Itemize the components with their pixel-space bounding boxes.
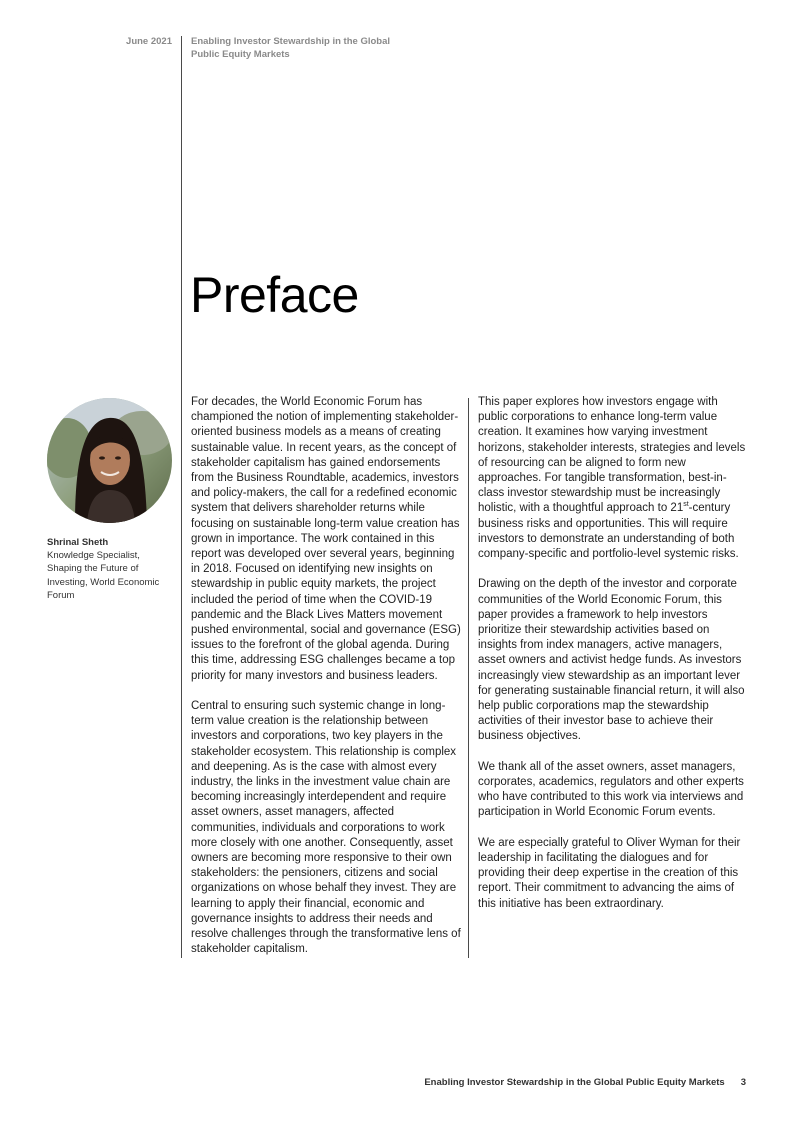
paragraph: We thank all of the asset owners, asset managers, corporates, academics, regulators and other experts who have contributed to this work via interviews and participation in World Economic Forum events. bbox=[478, 760, 744, 819]
author-avatar bbox=[47, 398, 172, 523]
paragraph: Drawing on the depth of the investor and corporate communities of the World Economic Forum, this paper provides a framework to help investors prioritize their stewardship activities based on insights from index managers, active managers, asset owners and activist hedge funds. As investors increasingly view stewardship as an important lever for generating sustainable financial return, it will also help public corporations map the stewardship activities of their investor base to achieve their business objectives. bbox=[478, 578, 745, 743]
author-portrait-icon bbox=[47, 398, 172, 523]
paragraph: For decades, the World Economic Forum has championed the notion of implementing stakeholder-oriented business models as a means of creating sustainable value. In recent years, as the concept of stakeholder capitalism has gained endorsements from the Business Roundtable, academics, investors and policy-makers, the call for a redefined economic system that delivers shareholder returns while focusing on sustainable long-term value creation has grown in importance. The work contained in this report was developed over several years, beginning in 2018. Focused on identifying new insights on stewardship in public equity markets, the project included the period of time when the COVID-19 pandemic and the Black Lives Matters movement pushed environmental, social and governance (ESG) issues to the forefront of the global agenda. During this time, addressing ESG challenges became a top priority for many investors and business leaders. bbox=[191, 396, 461, 682]
vertical-divider bbox=[181, 36, 182, 958]
column-divider bbox=[468, 398, 469, 958]
header-date: June 2021 bbox=[126, 36, 172, 47]
author-name: Shrinal Sheth bbox=[47, 537, 109, 548]
page-number: 3 bbox=[740, 1077, 746, 1088]
paragraph bbox=[478, 395, 746, 562]
superscript: st bbox=[683, 501, 689, 509]
paragraph-text: -century business risks and opportunities. This will require investors to demonstrate an understanding of both company-specific and portfolio-level systemic risks. bbox=[478, 502, 739, 561]
author-role: Knowledge Specialist, Shaping the Future of Investing, World Economic Forum bbox=[47, 550, 160, 601]
header-report-title: Enabling Investor Stewardship in the Global Public Equity Markets bbox=[191, 36, 390, 60]
paragraph: We are especially grateful to Oliver Wyman for their leadership in facilitating the dialogues and for providing their deep expertise in the creation of this report. Their commitment to advancing the aims of this initiative has been extraordinary. bbox=[478, 836, 741, 910]
footer-title: Enabling Investor Stewardship in the Global Public Equity Markets bbox=[424, 1077, 725, 1088]
author-caption bbox=[47, 536, 177, 602]
paragraph-text: This paper explores how investors engage with public corporations to enhance long-term value creation. It examines how varying investment horizons, stakeholder interests, strategies and levels of resourcing can be aligned to form new approaches. For tangible transformation, best-in-class investor stewardship must be increasingly holistic, with a thoughtful approach to 21 bbox=[478, 396, 746, 515]
paragraph: Central to ensuring such systemic change in long-term value creation is the relationship between investors and corporations, two key players in the stakeholder ecosystem. This relationship is complex and deepening. As is the case with almost every industry, the links in the investment value chain are becoming increasingly interdependent and require asset owners, asset managers, affected communities, individuals and corporations to work more closely with one another. Consequently, asset owners are becoming more responsive to their own stakeholders: the pensioners, citizens and social organizations on whose behalf they invest. They are learning to apply their financial, economic and governance insights to address their needs and resolve challenges through the transformative lens of stakeholder capitalism. bbox=[191, 700, 461, 956]
page-title: Preface bbox=[190, 267, 359, 323]
left-text-column bbox=[191, 395, 461, 958]
page-footer bbox=[300, 1077, 746, 1088]
right-text-column bbox=[478, 395, 746, 912]
